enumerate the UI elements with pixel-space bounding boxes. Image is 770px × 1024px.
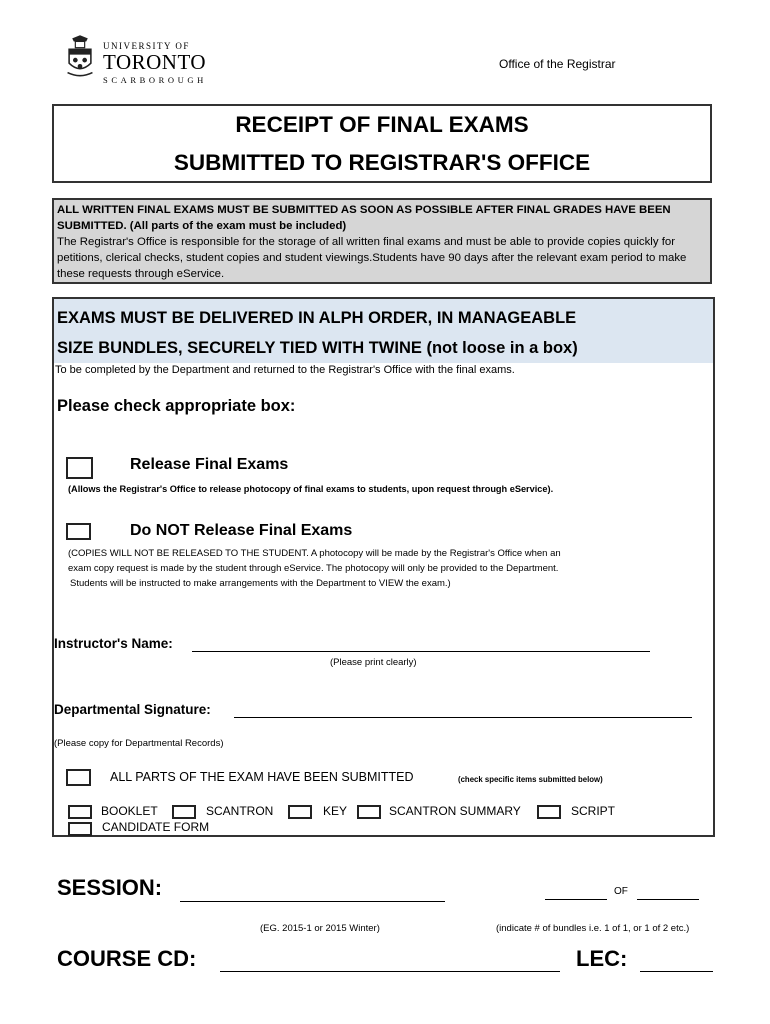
bundle-total-field[interactable] [637, 898, 699, 900]
session-field[interactable] [180, 900, 445, 902]
instructor-label: Instructor's Name: [54, 636, 173, 651]
course-code-field[interactable] [220, 970, 560, 972]
notice-body-text: The Registrar's Office is responsible for the storage of all written final exams and must be able to provide copies quickly for petitions, clerical checks, student copies and student viewings.Students have 90 days after the relevant exam period to make these requests through eService. [57, 236, 687, 280]
instructor-hint: (Please print clearly) [330, 657, 417, 668]
signature-label: Departmental Signature: [54, 702, 211, 717]
no-release-note-3: Students will be instructed to make arrangements with the Department to VIEW the exam.) [70, 578, 451, 589]
no-release-note-1: (COPIES WILL NOT BE RELEASED TO THE STUDENT. A photocopy will be made by the Registrar's Office when an [68, 548, 561, 559]
scantron-checkbox[interactable] [172, 805, 196, 819]
university-crest-icon [66, 28, 94, 86]
course-label: COURSE CD: [57, 946, 197, 971]
candidate-form-checkbox[interactable] [68, 822, 92, 836]
submission-notice [52, 198, 712, 284]
delivery-line-1: EXAMS MUST BE DELIVERED IN ALPH ORDER, IN MANAGEABLE [57, 309, 577, 327]
of-label: OF [614, 886, 628, 897]
key-checkbox[interactable] [288, 805, 312, 819]
no-release-label: Do NOT Release Final Exams [130, 522, 353, 539]
booklet-label: BOOKLET [101, 804, 158, 818]
release-note: (Allows the Registrar's Office to release photocopy of final exams to students, upon request through eService). [68, 484, 554, 494]
all-parts-hint: (check specific items submitted below) [458, 775, 603, 784]
delivery-instructions: To be completed by the Department and returned to the Registrar's Office with the final exams. [55, 364, 515, 376]
release-checkbox[interactable] [66, 457, 93, 479]
booklet-checkbox[interactable] [68, 805, 92, 819]
title-line-2: SUBMITTED TO REGISTRAR'S OFFICE [173, 150, 591, 175]
release-label: Release Final Exams [130, 456, 289, 473]
instructor-name-field[interactable] [192, 650, 650, 652]
lec-label: LEC: [576, 946, 628, 971]
lec-field[interactable] [640, 970, 713, 972]
key-label: KEY [323, 804, 348, 818]
session-hint: (EG. 2015-1 or 2015 Winter) [260, 923, 380, 934]
all-parts-checkbox[interactable] [66, 769, 91, 786]
script-label: SCRIPT [571, 804, 616, 818]
scantron-label: SCANTRON [206, 804, 274, 818]
bundles-hint: (indicate # of bundles i.e. 1 of 1, or 1 of 2 etc.) [496, 923, 690, 934]
title-line-1: RECEIPT OF FINAL EXAMS [235, 112, 529, 137]
notice-bold-text: ALL WRITTEN FINAL EXAMS MUST BE SUBMITTED AS SOON AS POSSIBLE AFTER FINAL GRADES HAVE BEEN SUBMITTED. (All parts of the exam must be included) [57, 204, 671, 232]
logo-line-3: SCARBOROUGH [103, 75, 207, 85]
signature-note: (Please copy for Departmental Records) [54, 738, 224, 749]
no-release-note-2: exam copy request is made by the student through eService. The photocopy will only be provided to the Department. [68, 563, 559, 574]
all-parts-label: ALL PARTS OF THE EXAM HAVE BEEN SUBMITTED [110, 770, 414, 784]
candidate-form-label: CANDIDATE FORM [102, 820, 210, 834]
script-checkbox[interactable] [537, 805, 561, 819]
office-label: Office of the Registrar [499, 57, 616, 71]
session-label: SESSION: [57, 875, 163, 900]
signature-field[interactable] [234, 716, 692, 718]
university-logo-text [103, 42, 207, 85]
scantron-summary-checkbox[interactable] [357, 805, 381, 819]
check-prompt: Please check appropriate box: [57, 397, 296, 415]
logo-line-1: UNIVERSITY OF [103, 41, 190, 51]
no-release-checkbox[interactable] [66, 523, 91, 540]
form-title [52, 104, 712, 183]
scantron-summary-label: SCANTRON SUMMARY [389, 804, 521, 818]
delivery-line-2: SIZE BUNDLES, SECURELY TIED WITH TWINE (not loose in a box) [57, 339, 578, 357]
bundle-number-field[interactable] [545, 898, 607, 900]
logo-line-2: TORONTO [103, 50, 207, 74]
